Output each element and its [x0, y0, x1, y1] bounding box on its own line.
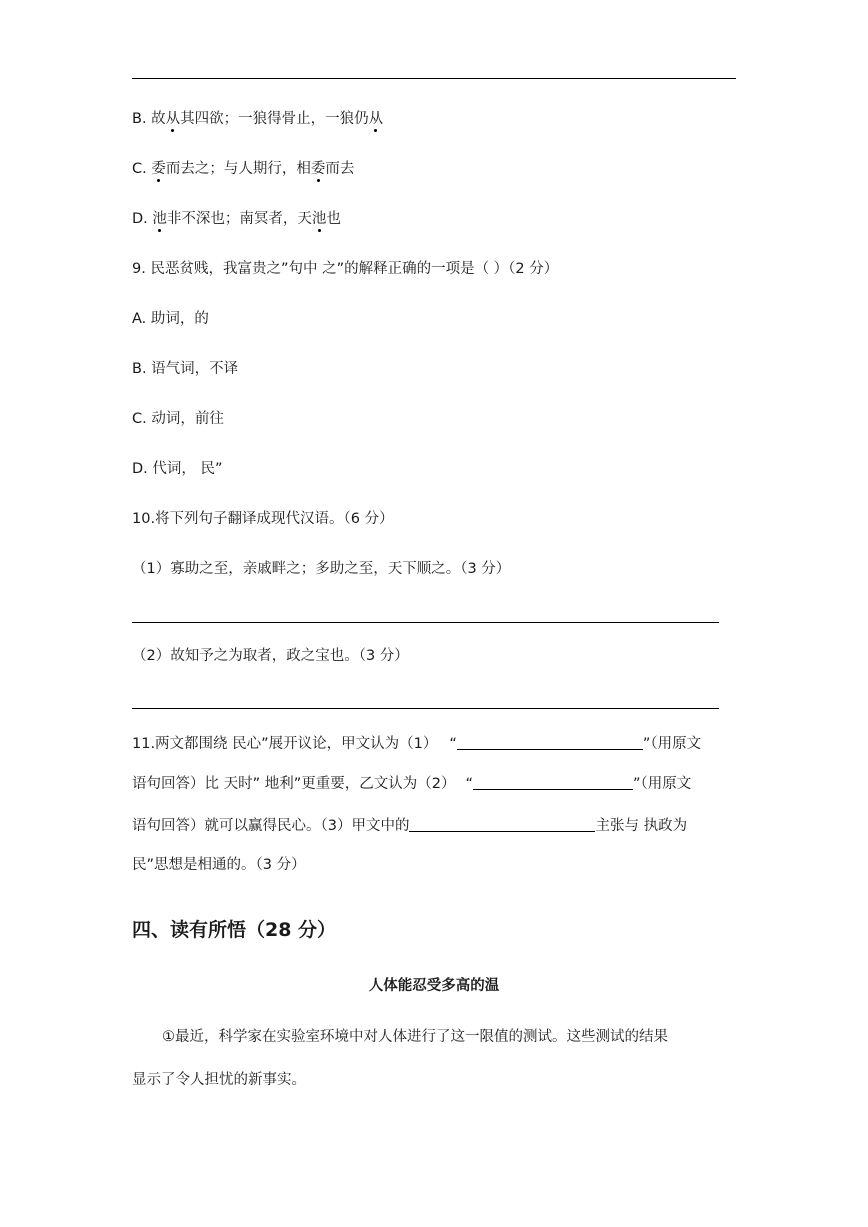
q10-answer-line-2[interactable] — [132, 708, 719, 709]
q10-sentence-1: （1）寡助之至，亲戚畔之；多助之至，天下顺之。（3 分） — [132, 561, 511, 577]
q11-line-3-text: 语句回答）就可以赢得民心。（3）甲文中的 — [132, 818, 410, 834]
q8-c-middle: 而去之；与人期行，相 — [165, 161, 311, 177]
article-title: 人体能忍受多高的温 — [368, 978, 500, 994]
q8-d-prefix: D. — [132, 211, 153, 227]
q8-b-dotted-word-2: 从 — [368, 111, 384, 127]
q11-blank-1[interactable] — [457, 733, 643, 750]
q11-blank-2[interactable] — [473, 773, 633, 790]
q9-option-c: C. 动词，前往 — [132, 411, 224, 427]
header-rule — [132, 78, 736, 79]
q10-sentence-2: （2）故知予之为取者，政之宝也。（3 分） — [132, 648, 409, 664]
q11-open-quote-2: “ — [465, 776, 473, 792]
article-paragraph-1-line-1: ①最近，科学家在实验室环境中对人体进行了这一限值的测试。这些测试的结果 — [162, 1029, 668, 1045]
q11-line-2-text: 语句回答）比 天时” 地利”更重要，乙文认为（2） — [132, 776, 456, 792]
q8-option-c — [132, 159, 354, 179]
q8-b-dotted-word-1: 从 — [165, 111, 181, 127]
q8-d-middle: 非不深也；南冥者，天 — [166, 211, 312, 227]
q9-option-d: D. 代词， 民” — [132, 461, 223, 477]
q8-b-prefix: B. 故 — [132, 111, 166, 127]
q11-line-2-tail: ”（用原文 — [632, 776, 692, 792]
q11-line-1 — [132, 733, 701, 754]
q11-line-1-text: 11.两文都围绕 民心”展开议论，甲文认为（1） — [132, 736, 438, 752]
q8-c-dotted-word-2: 委 — [310, 161, 326, 177]
q8-c-suffix: 而去 — [325, 161, 355, 177]
q8-d-dotted-word-2: 池 — [311, 211, 327, 227]
q9-option-a: A. 助词，的 — [132, 311, 209, 327]
q8-option-b — [132, 109, 383, 129]
q11-line-4: 民”思想是相通的。（3 分） — [132, 857, 306, 873]
q8-c-prefix: C. — [132, 161, 152, 177]
q10-stem: 10.将下列句子翻译成现代汉语。（6 分） — [132, 511, 394, 527]
q10-answer-line-1[interactable] — [132, 622, 719, 623]
q8-d-dotted-word-1: 池 — [152, 211, 167, 227]
q11-open-quote-1: “ — [449, 736, 457, 752]
q11-blank-3[interactable] — [409, 815, 595, 832]
q8-c-dotted-word-1: 委 — [151, 161, 166, 177]
q9-option-b: B. 语气词，不译 — [132, 361, 239, 377]
q11-line-1-tail: ”（用原文 — [642, 736, 702, 752]
q8-b-middle: 其四欲；一狼得骨止，一狼仍 — [180, 111, 369, 127]
q11-line-2 — [132, 773, 691, 794]
q11-line-3-tail: 主张与 执政为 — [595, 818, 688, 834]
article-paragraph-1-line-2: 显示了令人担忧的新事实。 — [132, 1072, 306, 1088]
section-4-title: 四、读有所悟（28 分） — [132, 919, 337, 941]
q8-option-d — [132, 209, 341, 229]
q9-stem: 9. 民恶贫贱，我富贵之”句中 之”的解释正确的一项是（ ）（2 分） — [132, 261, 559, 277]
q8-d-suffix: 也 — [326, 211, 341, 227]
q11-line-3 — [132, 815, 687, 836]
